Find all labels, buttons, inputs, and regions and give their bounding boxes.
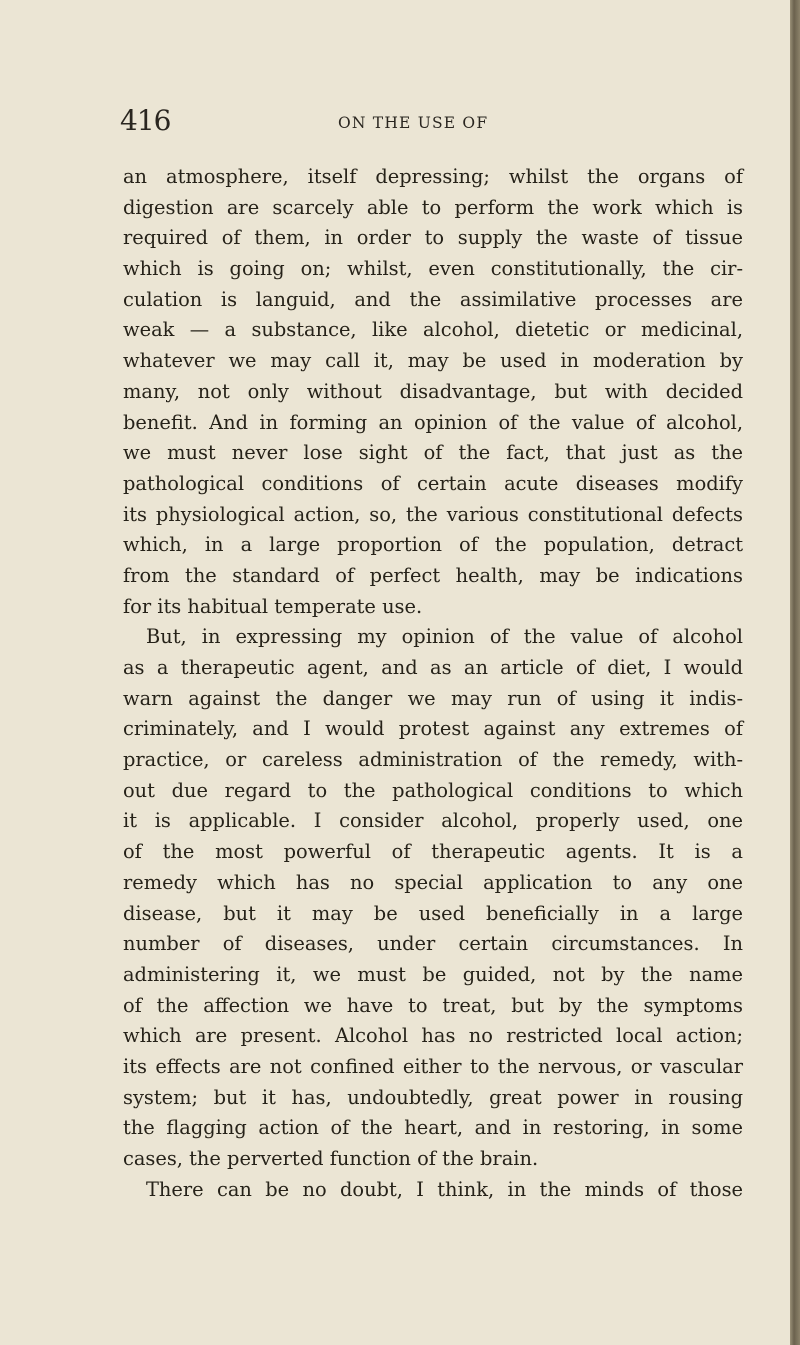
text-line: practice, or careless administration of the remedy, with-: [123, 748, 743, 772]
text-line: culation is languid, and the assimilative processes are: [123, 287, 743, 311]
text-line: an atmosphere, itself depressing; whilst the organs of: [123, 165, 743, 188]
text-line: system; but it has, undoubtedly, great power in rousing: [123, 1085, 743, 1109]
text-line: administering it, we must be guided, not by the name: [123, 962, 743, 986]
text-line: as a therapeutic agent, and as an article of diet, I would: [123, 656, 743, 679]
text-line: warn against the danger we may run of using it indis-: [123, 686, 743, 710]
text-line: remedy which has no special application to any one: [123, 870, 743, 894]
text-line: of the most powerful of therapeutic agents. It is a: [123, 840, 743, 864]
text-line: the flagging action of the heart, and in restoring, in some: [123, 1116, 743, 1140]
text-line: we must never lose sight of the fact, that just as the: [123, 441, 743, 465]
text-line: its physiological action, so, the various constitutional defects: [123, 502, 743, 526]
text-line: which is going on; whilst, even constitutionally, the cir-: [123, 257, 743, 281]
text-line: disease, but it may be used beneficially in a large: [123, 901, 743, 925]
text-line: required of them, in order to supply the waste of tissue: [123, 226, 743, 250]
text-line: whatever we may call it, may be used in moderation by: [123, 349, 743, 373]
text-line: it is applicable. I consider alcohol, properly used, one: [123, 809, 743, 833]
text-line: But, in expressing my opinion of the value of alcohol: [146, 625, 743, 649]
running-head: ON THE USE OF: [338, 114, 489, 132]
text-line: benefit. And in forming an opinion of the value of alcohol,: [123, 410, 743, 434]
text-line: number of diseases, under certain circumstances. In: [123, 932, 743, 956]
text-line: its effects are not confined either to the nervous, or vascular: [123, 1054, 743, 1078]
text-line: There can be no doubt, I think, in the minds of those: [146, 1177, 743, 1201]
text-line: cases, the perverted function of the brain.: [123, 1147, 539, 1170]
text-line: from the standard of perfect health, may be indications: [123, 563, 743, 587]
text-line: which, in a large proportion of the population, detract: [123, 533, 743, 557]
text-line: which are present. Alcohol has no restricted local action;: [123, 1024, 743, 1048]
text-line: pathological conditions of certain acute diseases modify: [123, 471, 743, 495]
text-line: of the affection we have to treat, but by the symptoms: [123, 993, 743, 1017]
text-line: many, not only without disadvantage, but with decided: [123, 379, 743, 403]
text-line: criminately, and I would protest against any extremes of: [123, 717, 743, 741]
text-line: for its habitual temperate use.: [123, 594, 423, 618]
text-line: digestion are scarcely able to perform the work which is: [123, 195, 743, 219]
page-number: 416: [120, 104, 171, 137]
book-spine-edge: [790, 0, 800, 1345]
body-text: [123, 162, 743, 1205]
text-line: weak — a substance, like alcohol, dietetic or medicinal,: [123, 318, 743, 342]
page-header: [0, 104, 790, 144]
text-line: out due regard to the pathological conditions to which: [123, 778, 743, 802]
